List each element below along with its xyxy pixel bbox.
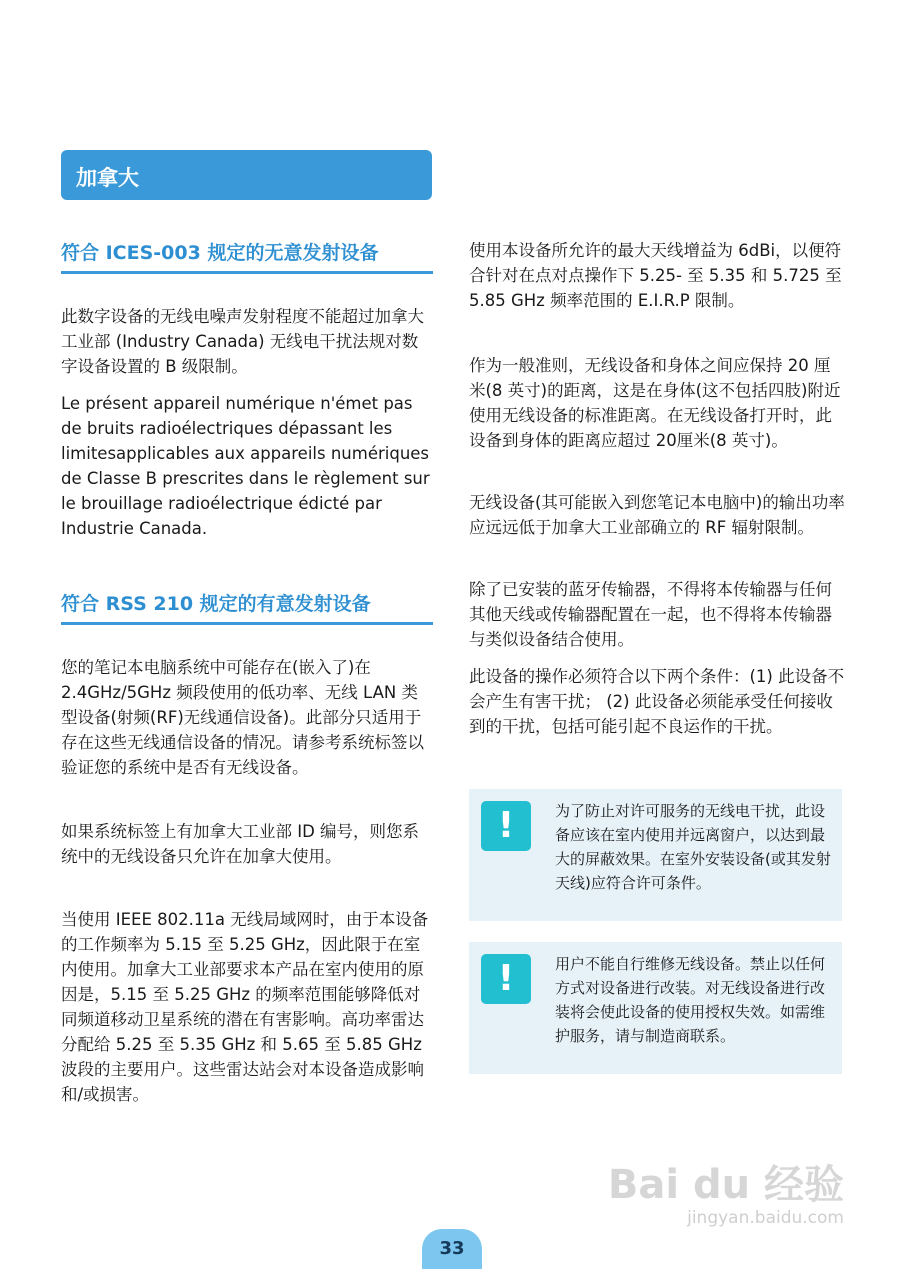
caution-note-1-text: 为了防止对许可服务的无线电干扰，此设备应该在室内使用并远离窗户，以达到最大的屏蔽效果。在室外安装设备(或其发射天线)应符合许可条件。: [555, 802, 831, 892]
ices-text-cn: 此数字设备的无线电噪声发射程度不能超过加拿大工业部 (Industry Canada) 无线电干扰法规对数字设备设置的 B 级限制。: [61, 307, 424, 376]
antenna-gain-text: 使用本设备所允许的最大天线增益为 6dBi，以便符合针对在点对点操作下 5.25- 至 5.35 和 5.725 至 5.85 GHz 频率范围的 E.I.R.P 限制。: [469, 241, 842, 310]
body-distance-text: 作为一般准则，无线设备和身体之间应保持 20 厘米(8 英寸)的距离，这是在身体(这不包括四肢)附近使用无线设备的标准距离。在无线设备打开时，此设备到身体的距离应超过 20厘米(8 英寸)。: [469, 356, 841, 450]
ices-text-fr: Le présent appareil numérique n'émet pas de bruits radioélectriques dépassant les limitesapplicables aux appareils numériques de Classe B prescrites dans le règlement sur le brouillage radioélectrique édicté par Industrie Canada.: [61, 394, 430, 538]
rss-text-3: 当使用 IEEE 802.11a 无线局域网时，由于本设备的工作频率为 5.15 至 5.25 GHz，因此限于在室内使用。加拿大工业部要求本产品在室内使用的原因是，5.15 至 5.25 GHz 的频率范围能够降低对同频道移动卫星系统的潜在有害影响。高功率雷达分配给 5.25 至 5.35 GHz 和 5.65 至 5.85 GHz 波段的主要用户。这些雷达站会对本设备造成影响和/或损害。: [61, 910, 429, 1104]
rss-paragraph-2: [61, 819, 433, 869]
conditions-text: 此设备的操作必须符合以下两个条件：(1) 此设备不会产生有害干扰； (2) 此设备必须能承受任何接收到的干扰，包括可能引起不良运作的干扰。: [469, 667, 845, 736]
page-number: 33: [422, 1229, 482, 1269]
exclamation-icon: !: [481, 954, 531, 1004]
rf-limit-text: 无线设备(其可能嵌入到您笔记本电脑中)的输出功率应远远低于加拿大工业部确立的 RF 辐射限制。: [469, 493, 845, 537]
watermark-brand: Bai du 经验: [607, 1162, 844, 1208]
section-title-rss: 符合 RSS 210 规定的有意发射设备: [61, 589, 433, 625]
right-paragraph-4: [469, 577, 845, 652]
caution-note-2: [469, 942, 842, 1074]
banner-title: 加拿大: [76, 166, 139, 190]
right-paragraph-2: [469, 353, 845, 453]
ices-paragraph-fr: [61, 391, 433, 541]
rss-text-2: 如果系统标签上有加拿大工业部 ID 编号，则您系统中的无线设备只允许在加拿大使用。: [61, 822, 420, 866]
exclamation-icon: !: [481, 801, 531, 851]
rss-text-1: 您的笔记本电脑系统中可能存在(嵌入了)在 2.4GHz/5GHz 频段使用的低功率、无线 LAN 类型设备(射频(RF)无线通信设备)。此部分只适用于存在这些无线通信设备的情况。请参考系统标签以验证您的系统中是否有无线设备。: [61, 658, 424, 777]
rss-paragraph-3: [61, 907, 433, 1107]
caution-note-2-text: 用户不能自行维修无线设备。禁止以任何方式对设备进行改装。对无线设备进行改装将会使此设备的使用授权失效。如需维护服务，请与制造商联系。: [555, 955, 826, 1045]
section-title-ices: 符合 ICES-003 规定的无意发射设备: [61, 238, 433, 274]
caution-note-1: [469, 789, 842, 921]
watermark-url: jingyan.baidu.com: [687, 1208, 844, 1228]
baidu-watermark: [608, 1162, 844, 1228]
section-banner: [61, 150, 432, 200]
bluetooth-text: 除了已安装的蓝牙传输器，不得将本传输器与任何其他天线或传输器配置在一起，也不得将本传输器与类似设备结合使用。: [469, 580, 832, 649]
right-paragraph-5: [469, 664, 845, 739]
right-paragraph-3: [469, 490, 845, 540]
rss-paragraph-1: [61, 655, 433, 780]
right-paragraph-1: [469, 238, 845, 313]
ices-paragraph-cn: [61, 304, 433, 379]
